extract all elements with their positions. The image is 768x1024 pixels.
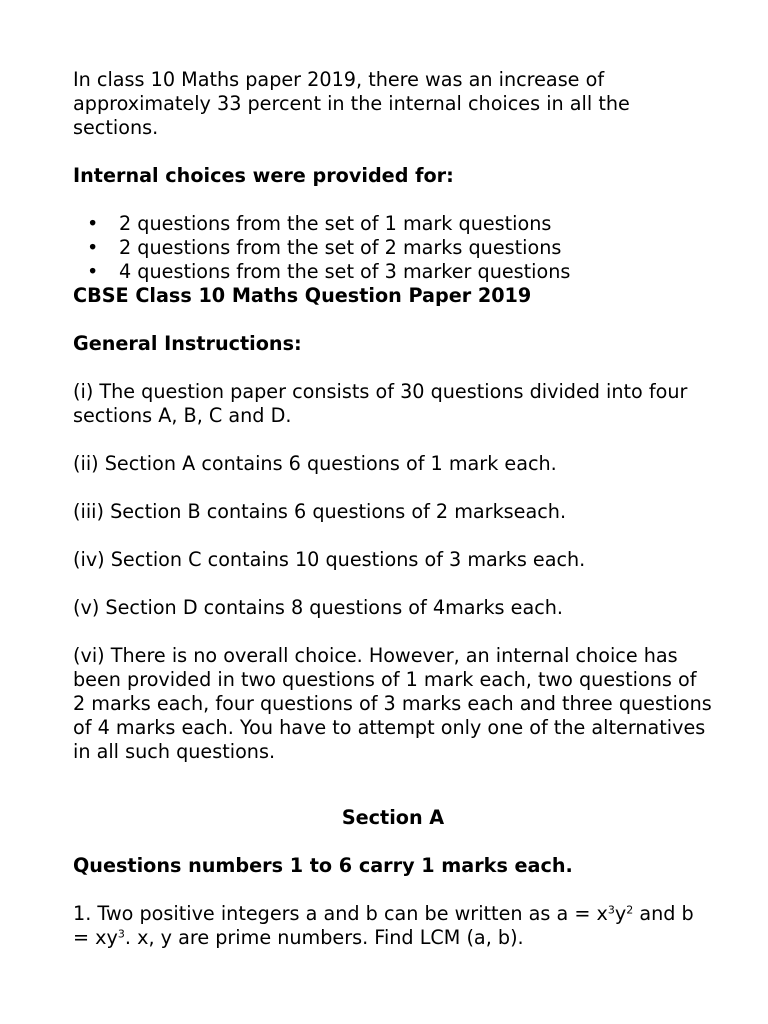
question-text: and b = xy (73, 902, 694, 949)
section-note: Questions numbers 1 to 6 carry 1 marks each. (73, 854, 573, 877)
instructions-heading: General Instructions: (73, 332, 302, 355)
list-item (73, 260, 713, 284)
instruction-item: (iii) Section B contains 6 questions of 2 markseach. (73, 500, 567, 523)
instruction-item: (iv) Section C contains 10 questions of 3 marks each. (73, 548, 586, 571)
bullet-icon: • (87, 212, 99, 235)
list-item (73, 236, 713, 260)
list-item-text: 2 questions from the set of 1 mark questions (119, 212, 552, 235)
bullet-icon: • (87, 236, 99, 259)
choices-heading: Internal choices were provided for: (73, 164, 454, 187)
question-text: 1. Two positive integers a and b can be written as a = x (73, 902, 608, 925)
bullet-icon: • (87, 260, 99, 283)
paper-title: CBSE Class 10 Maths Question Paper 2019 (73, 284, 532, 307)
instruction-item: (i) The question paper consists of 30 questions divided into four sections A, B, C and D. (73, 380, 688, 427)
section-title: Section A (341, 806, 445, 829)
question-text: . x, y are prime numbers. Find LCM (a, b). (124, 926, 524, 949)
instruction-item: (v) Section D contains 8 questions of 4marks each. (73, 596, 564, 619)
document-page (73, 68, 713, 974)
question-text: y (614, 902, 627, 925)
list-item-text: 4 questions from the set of 3 marker questions (119, 260, 571, 283)
exponent: 2 (626, 903, 634, 917)
question-1 (73, 902, 713, 950)
intro-paragraph: In class 10 Maths paper 2019, there was an increase of approximately 33 percent in the internal choices in all the sections. (73, 68, 630, 139)
choices-list (73, 212, 713, 284)
list-item (73, 212, 713, 236)
exponent: 3 (607, 903, 615, 917)
instruction-item: (ii) Section A contains 6 questions of 1 mark each. (73, 452, 557, 475)
list-item-text: 2 questions from the set of 2 marks questions (119, 236, 562, 259)
exponent: 3 (117, 927, 125, 941)
instruction-item: (vi) There is no overall choice. However, an internal choice has been provided in two questions of 1 mark each, two questions of 2 marks each, four questions of 3 marks each and three questions of 4 marks each. You have to attempt only one of the alternatives in all such questions. (73, 644, 712, 763)
